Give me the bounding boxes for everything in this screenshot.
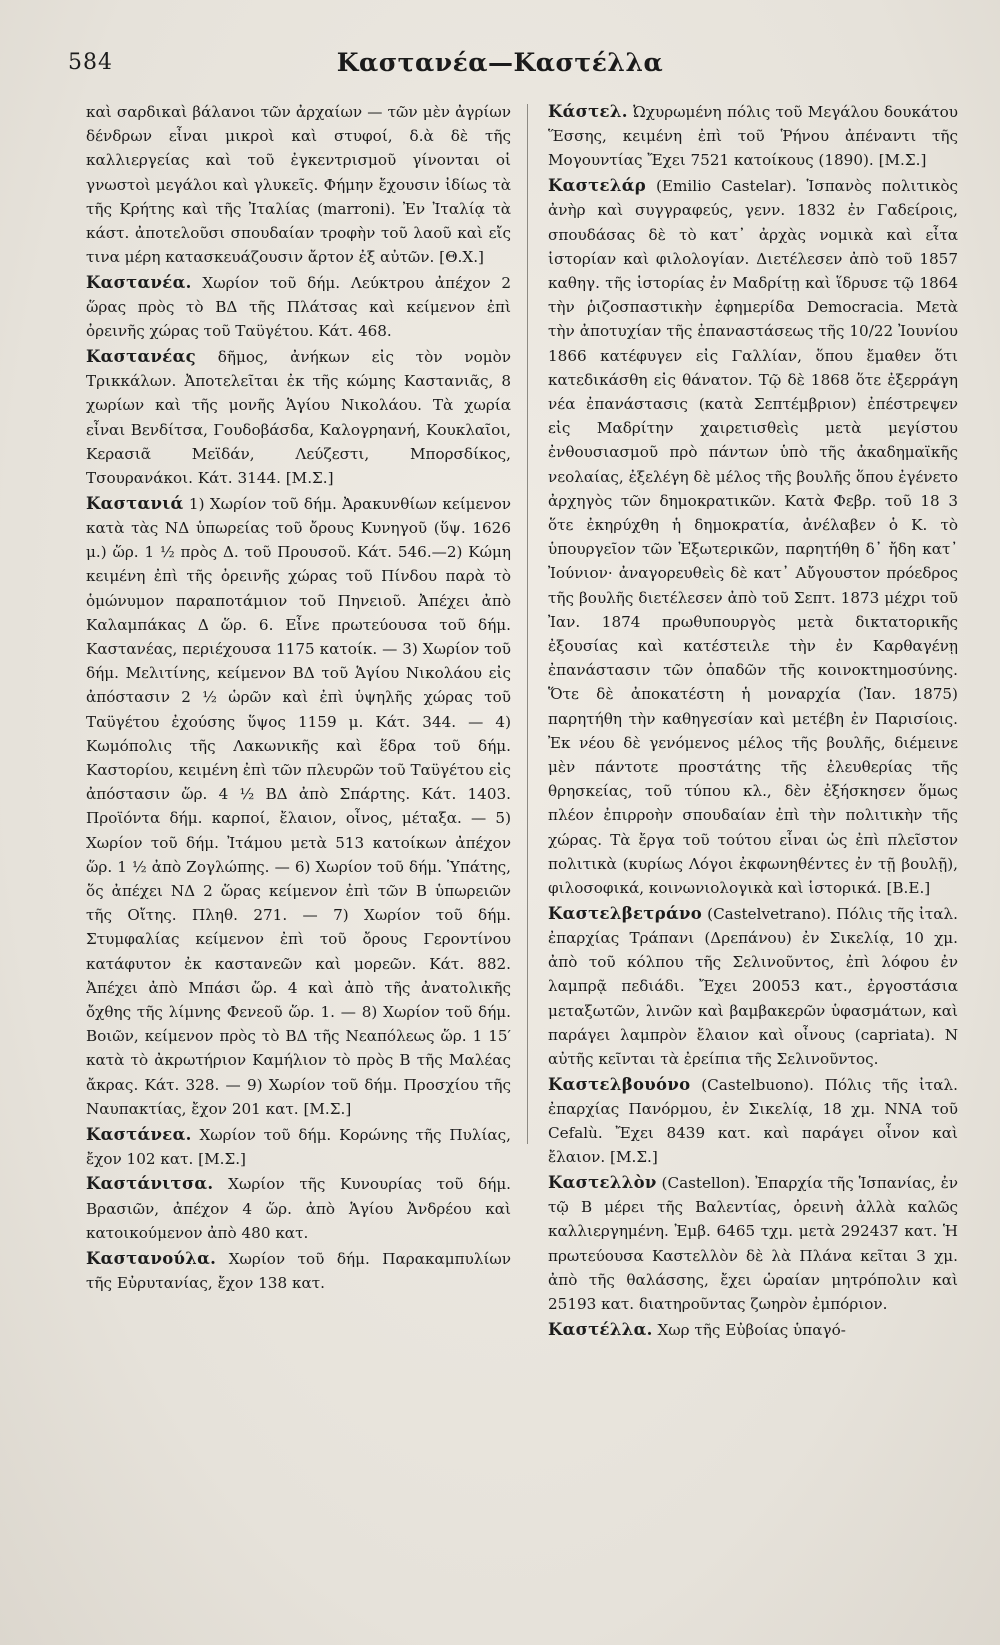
right-column bbox=[548, 100, 958, 1627]
entry-headword: Καστανιά bbox=[86, 493, 184, 513]
entry-text: (Emilio Castelar). Ἱσπανὸς πολιτικὸς ἀνὴρ καὶ συγγραφεύς, γενν. 1832 ἐν Γαδείροις, σπουδάσας δὲ τὸ κατ᾽ ἀρχὰς νομικὰ καὶ εἶτα ἱστορίαν καὶ φιλολογίαν. Διετέλεσεν ἀπὸ τοῦ 1857 καθηγ. τῆς ἱστορίας ἐν Μαδρίτῃ καὶ ἵδρυσε τῷ 1864 τὴν ῥιζοσπαστικὴν ἐφημερίδα Democracia. Μετὰ τὴν ἀποτυχίαν τῆς ἐπαναστάσεως τῆς 10/22 Ἰουνίου 1866 κατέφυγεν εἰς Γαλλίαν, ὅπου ἔμαθεν ὅτι κατεδικάσθη εἰς θάνατον. Τῷ δὲ 1868 ὅτε ἐξερράγη νέα ἐπανάστασις (κατὰ Σεπτέμβριον) ἐπέστρεψεν εἰς Μαδρίτην χαιρετισθεὶς μετὰ μεγίστου ἐνθουσιασμοῦ πρὸ πάντων ὑπὸ τῆς ἀκαδημαϊκῆς νεολαίας, ἐξελέγη δὲ μέλος τῆς βουλῆς ὅπου ἐγένετο ἀρχηγὸς τῶν δημοκρατικῶν. Κατὰ Φεβρ. τοῦ 18 3 ὅτε ἐκηρύχθη ἡ δημοκρατία, ἀνέλαβεν ὁ Κ. τὸ ὑπουργεῖον τῶν Ἐξωτερικῶν, παρητήθη δ᾽ ἤδη κατ᾽ Ἰούνιον· ἀναγορευθεὶς δὲ κατ᾽ Αὔγουστον πρόεδρος τῆς βουλῆς διετέλεσεν ἀπὸ τοῦ Σεπτ. 1873 μέχρι τοῦ Ἰαν. 1874 πρωθυπουργὸς μετὰ δικτατορικῆς ἐξουσίας καὶ κατέστειλε τὴν ἐν Καρθαγένῃ ἐπανάστασιν τῶν ὀπαδῶν τῆς κοινοκτημοσύνης. Ὅτε δὲ ἀποκατέστη ἡ μοναρχία (Ἰαν. 1875) παρητήθη τὴν καθηγεσίαν καὶ μετέβη ἐν Παρισίοις. Ἐκ νέου δὲ γενόμενος μέλος τῆς βουλῆς, διέμεινε μὲν πάντοτε προστάτης τῆς ἐλευθερίας τῆς θρησκείας, τοῦ τύπου κλ., δὲν ἐξήσκησεν ὅμως πλέον ἐπιρροὴν σπουδαίαν ἐπὶ τὴν πολιτικὴν τῆς χώρας. Τὰ ἔργα τοῦ τούτου εἶναι ὡς ἐπὶ πλεῖστον πολιτικὰ (κυρίως Λόγοι ἐκφωνηθέντες ἐν τῇ βουλῇ), φιλοσοφικά, κοινωνιολογικὰ καὶ ἱστορικά. [Β.Ε.] bbox=[548, 177, 958, 897]
entry-headword: Κάστελ. bbox=[548, 102, 628, 121]
entry-text: Χωρίον τοῦ δήμ. Παρακαμπυλίων τῆς Εὐρυτανίας, ἔχον 138 κατ. bbox=[86, 1249, 511, 1292]
dictionary-entry bbox=[548, 1073, 958, 1170]
dictionary-entry bbox=[86, 1247, 511, 1295]
dictionary-entry bbox=[86, 1123, 511, 1171]
entry-text: (Castelvetrano). Πόλις τῆς ἰταλ. ἐπαρχίας Τράπανι (Δρεπάνου) ἐν Σικελίᾳ, 10 χμ. ἀπὸ τοῦ κόλπου τῆς Σελινοῦντος, ἐπὶ λόφου ἐν λαμπρᾷ πεδιάδι. Ἔχει 20053 κατ., ἐργοστάσια μεταξωτῶν, λινῶν καὶ βαμβακερῶν ὑφασμάτων, καὶ παράγει λαμπρὸν ἔλαιον καὶ οἶνους (capriata). Ν αὐτῆς κεῖνται τὰ ἐρείπια τῆς Σελινοῦντος. bbox=[548, 904, 958, 1068]
dictionary-entry bbox=[548, 174, 958, 900]
dictionary-entry bbox=[548, 1318, 958, 1342]
entry-headword: Καστανέας bbox=[86, 347, 196, 367]
entry-text: καὶ σαρδικαὶ βάλανοι τῶν ἀρχαίων — τῶν μὲν ἀγρίων δένδρων εἶναι μικροὶ καὶ στυφοί, δ.ὰ δὲ τῆς καλλιεργείας καὶ τοῦ ἐγκεντρισμοῦ γίνονται οἱ γνωστοὶ μεγάλοι καὶ γλυκεῖς. Φήμην ἔχουσιν ἰδίως τὰ τῆς Κρήτης καὶ τῆς Ἰταλίας (marroni). Ἐν Ἰταλίᾳ τὰ κάστ. ἀποτελοῦσι σπουδαίαν τροφὴν τοῦ λαοῦ καὶ εἴς τινα μέρη κατασκευάζουσιν ἄρτον ἐξ αὐτῶν. [Θ.Χ.] bbox=[86, 103, 511, 267]
dictionary-entry bbox=[86, 271, 511, 344]
entry-text: Χωρίον τῆς Κυνουρίας τοῦ δήμ. Βρασιῶν, ἀπέχον 4 ὥρ. ἀπὸ Ἁγίου Ἀνδρέου καὶ κατοικούμενον ἀπὸ 480 κατ. bbox=[86, 1175, 511, 1242]
entry-headword: Καστελβετράνο bbox=[548, 903, 703, 923]
entry-text: δῆμος, ἀνήκων εἰς τὸν νομὸν Τρικκάλων. Ἀποτελεῖται ἐκ τῆς κώμης Καστανιᾶς, 8 χωρίων καὶ τῆς μονῆς Ἁγίου Νικολάου. Τὰ χωρία εἶναι Βενδίτσα, Γουδοβάσδα, Καλογρηανή, Κουκλαῖοι, Κερασιᾶ Μεϊδάν, Λεύζεστι, Μπορσδίκος, Τσουρανάκοι. Κάτ. 3144. [Μ.Σ.] bbox=[86, 348, 511, 488]
entry-text: Χωρίον τοῦ δήμ. Κορώνης τῆς Πυλίας, ἔχον 102 κατ. [Μ.Σ.] bbox=[86, 1125, 511, 1168]
left-column bbox=[86, 100, 511, 1627]
dictionary-entry bbox=[86, 345, 511, 490]
entry-headword: Καστάνιτσα. bbox=[86, 1174, 214, 1194]
dictionary-entry bbox=[548, 902, 958, 1071]
dictionary-entry bbox=[86, 1172, 511, 1245]
entry-text: (Castellon). Ἐπαρχία τῆς Ἱσπανίας, ἐν τῷ Β μέρει τῆς Βαλεντίας, ὀρεινὴ ἀλλὰ καλῶς καλλιεργημένη. Ἐμβ. 6465 τχμ. μετὰ 292437 κατ. Ἡ πρωτεύουσα Καστελλὸν δὲ λὰ Πλάνα κεῖται 3 χμ. ἀπὸ τῆς θαλάσσης, ἔχει ὡραίαν μητρόπολιν καὶ 25193 κατ. διατηροῦντας ζωηρὸν ἐμπόριον. bbox=[548, 1173, 958, 1313]
entry-text: Χωρ τῆς Εὐβοίας ὑπαγό- bbox=[657, 1320, 846, 1339]
entry-headword: Καστελάρ bbox=[548, 176, 646, 196]
entry-headword: Καστάνεα. bbox=[86, 1124, 192, 1144]
dictionary-entry bbox=[86, 492, 511, 1121]
entry-text: 1) Χωρίον τοῦ δήμ. Ἀρακυνθίων κείμενον κατὰ τὰς ΝΔ ὑπωρείας τοῦ ὄρους Κυνηγοῦ (ὕψ. 1626 μ.) ὥρ. 1 ½ πρὸς Δ. τοῦ Προυσοῦ. Κάτ. 546.—2) Κώμη κειμένη ἐπὶ τῆς ὀρεινῆς χώρας τοῦ Πίνδου παρὰ τὸ ὁμώνυμον παραποτάμιον τοῦ Πηνειοῦ. Ἀπέχει ἀπὸ Καλαμπάκας Δ ὥρ. 6. Εἶνε πρωτεύουσα τοῦ δήμ. Καστανέας, περιέχουσα 1175 κατοίκ. — 3) Χωρίον τοῦ δήμ. Μελιτίνης, κείμενον ΒΔ τοῦ Ἁγίου Νικολάου εἰς ἀπόστασιν 2 ½ ὡρῶν καὶ ἐπὶ ὑψηλῆς χώρας τοῦ Ταϋγέτου ἐχούσης ὕψος 1159 μ. Κάτ. 344. — 4) Κωμόπολις τῆς Λακωνικῆς καὶ ἕδρα τοῦ δήμ. Καστορίου, κειμένη ἐπὶ τῶν πλευρῶν τοῦ Ταϋγέτου εἰς ἀπόστασιν ὥρ. 4 ½ ΒΔ ἀπὸ Σπάρτης. Κάτ. 1403. Προϊόντα δήμ. καρποί, ἔλαιον, οἶνος, μέταξα. — 5) Χωρίον τοῦ δήμ. Ἰτάμου μετὰ 513 κατοίκων ἀπέχον ὥρ. 1 ½ ἀπὸ Ζογλώπης. — 6) Χωρίον τοῦ δήμ. Ὑπάτης, ὅς ἀπέχει ΝΔ 2 ὥρας κείμενον ἐπὶ τῶν Β ὑπωρειῶν τῆς Οἴτης. Πληθ. 271. — 7) Χωρίον τοῦ δήμ. Στυμφαλίας κείμενον ἐπὶ τοῦ ὄρους Γεροντίνου κατάφυτον ἐκ καστανεῶν καὶ μορεῶν. Κάτ. 882. Ἀπέχει ἀπὸ Μπάσι ὥρ. 4 καὶ ἀπὸ τῆς ἀνατολικῆς ὄχθης τῆς λίμνης Φενεοῦ ὥρ. 1. — 8) Χωρίον τοῦ δήμ. Βοιῶν, κείμενον πρὸς τὸ ΒΔ τῆς Νεαπόλεως ὥρ. 1 15′ κατὰ τὸ ἀκρωτήριον Καμήλιον τὸ πρὸς Β τῆς Μαλέας ἄκρας. Κάτ. 328. — 9) Χωρίον τοῦ δήμ. Προσχίου τῆς Ναυπακτίας, ἔχον 201 κατ. [Μ.Σ.] bbox=[86, 494, 511, 1118]
page-header bbox=[66, 46, 934, 90]
entry-text: Χωρίον τοῦ δήμ. Λεύκτρου ἀπέχον 2 ὥρας πρὸς τὸ ΒΔ τῆς Πλάτσας καὶ κείμενον ἐπὶ ὀρεινῆς χώρας τοῦ Ταϋγέτου. Κάτ. 468. bbox=[86, 273, 511, 341]
page-number: 584 bbox=[68, 50, 113, 75]
dictionary-entry bbox=[548, 100, 958, 173]
column-divider bbox=[527, 104, 528, 1144]
entry-headword: Καστανούλα. bbox=[86, 1248, 217, 1268]
entry-text: Ὠχυρωμένη πόλις τοῦ Μεγάλου δουκάτου Ἕσσης, κειμένη ἐπὶ τοῦ Ῥήνου ἀπέναντι τῆς Μογουντίας Ἔχει 7521 κατοίκους (1890). [Μ.Σ.] bbox=[548, 103, 958, 170]
entry-headword: Καστελλὸν bbox=[548, 1172, 657, 1192]
running-title: Καστανέα—Καστέλλα bbox=[336, 48, 664, 77]
entry-headword: Καστανέα. bbox=[86, 272, 192, 292]
entry-text: (Castelbuono). Πόλις τῆς ἰταλ. ἐπαρχίας Πανόρμου, ἐν Σικελίᾳ, 18 χμ. ΝΝΑ τοῦ Cefalù. Ἔχει 8439 κατ. καὶ παράγει οἶνον καὶ ἔλαιον. [Μ.Σ.] bbox=[548, 1075, 958, 1167]
entry-headword: Καστέλλα. bbox=[548, 1319, 653, 1339]
dictionary-entry bbox=[548, 1171, 958, 1316]
dictionary-entry bbox=[86, 100, 511, 269]
entry-headword: Καστελβουόνο bbox=[548, 1074, 691, 1094]
